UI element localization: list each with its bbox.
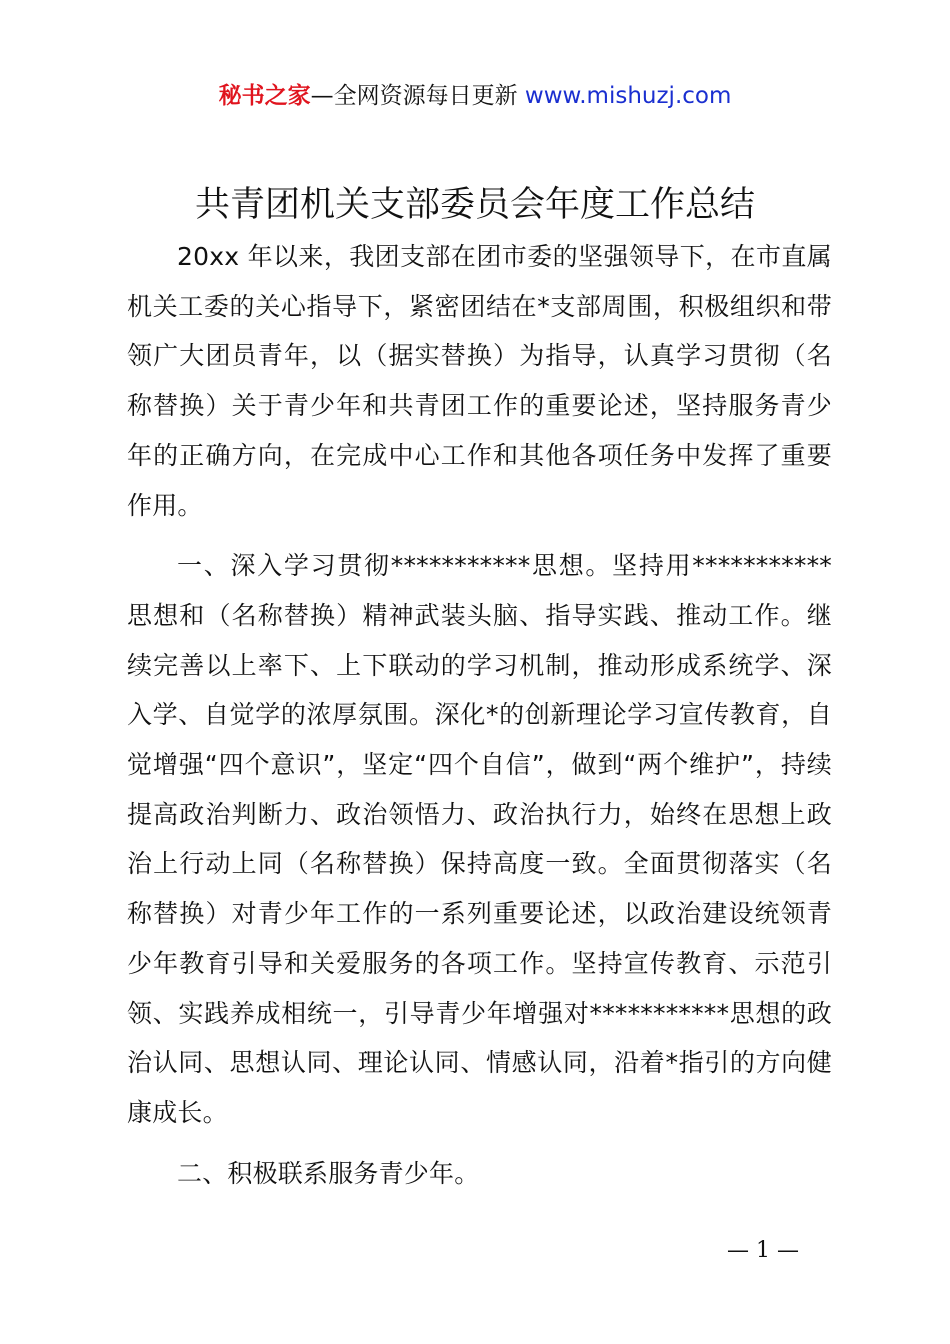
page-number: — 1 — [727, 1238, 799, 1263]
site-url-link[interactable]: www.mishuzj.com [524, 83, 732, 109]
page-header [0, 80, 950, 112]
brand-name: 秘书之家 [218, 83, 311, 109]
header-tagline: —全网资源每日更新 [310, 83, 525, 109]
document-title: 共青团机关支部委员会年度工作总结 [194, 185, 755, 225]
paragraph-intro: 20xx 年以来，我团支部在团市委的坚强领导下，在市直属机关工委的关心指导下，紧密团结在*支部周围，积极组织和带领广大团员青年，以（据实替换）为指导，认真学习贯彻（名称替换）关于青少年和共青团工作的重要论述，坚持服务青少年的正确方向，在完成中心工作和其他各项任务中发挥了重要作用。 [127, 242, 832, 520]
paragraph-section-2: 二、积极联系服务青少年。 [177, 1158, 480, 1188]
document-body [127, 232, 832, 1198]
paragraph-section-1: 一、深入学习贯彻***********思想。坚持用***********思想和（名称替换）精神武装头脑、指导实践、推动工作。继续完善以上率下、上下联动的学习机制，推动形成系统学、深入学、自觉学的浓厚氛围。深化*的创新理论学习宣传教育，自觉增强“四个意识”，坚定“四个自信”，做到“两个维护”，持续提高政治判断力、政治领悟力、政治执行力，始终在思想上政治上行动上同（名称替换）保持高度一致。全面贯彻落实（名称替换）对青少年工作的一系列重要论述，以政治建设统领青少年教育引导和关爱服务的各项工作。坚持宣传教育、示范引领、实践养成相统一，引导青少年增强对***********思想的政治认同、思想认同、理论认同、情感认同，沿着*指引的方向健康成长。 [127, 551, 832, 1127]
